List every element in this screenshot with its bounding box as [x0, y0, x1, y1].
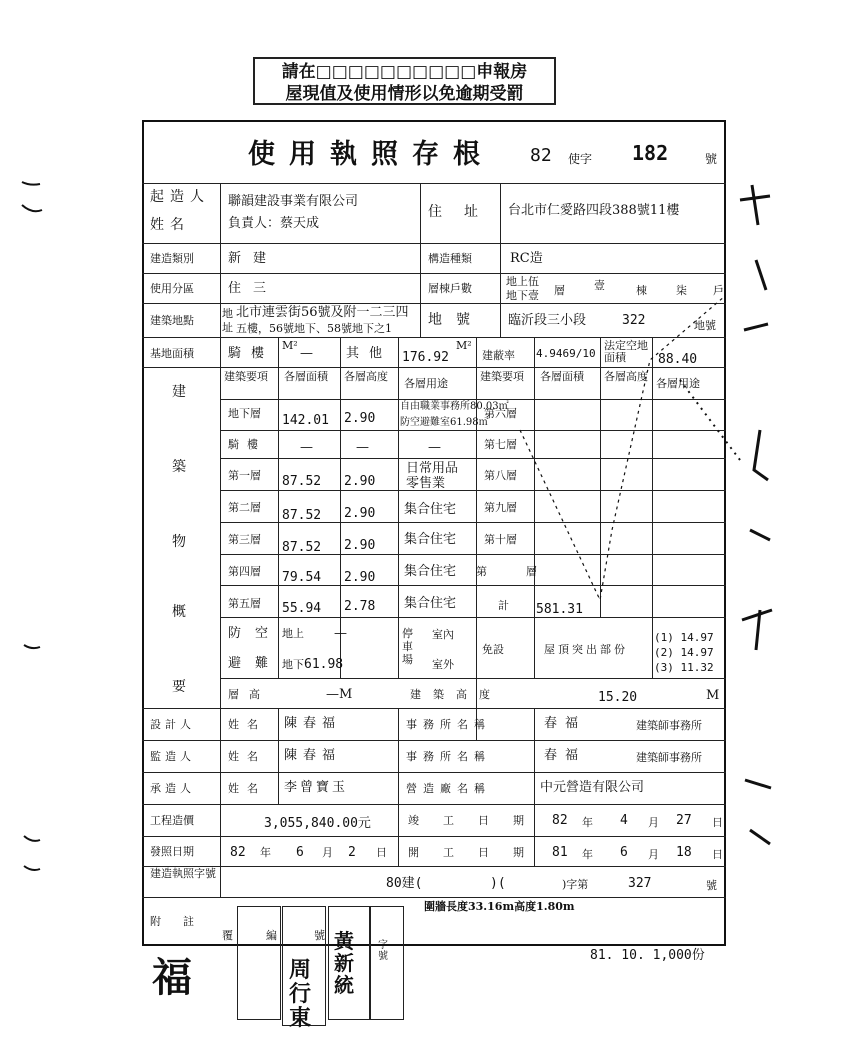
permit-label: 建造執照字號	[150, 867, 216, 880]
completion-month: 4	[620, 813, 628, 828]
row-5-height: 2.90	[344, 570, 376, 585]
completion-year-unit: 年	[582, 816, 593, 829]
overview-c4: 概	[172, 604, 186, 620]
coverage-label: 建蔽率	[482, 349, 515, 362]
arcade-label: 騎樓	[228, 346, 275, 361]
right-row-2: 第八層	[484, 469, 517, 482]
site-label: 建築地點	[150, 314, 194, 327]
zoning-value: 住三	[228, 281, 279, 296]
coverage-value: 4.9469/10	[536, 347, 596, 360]
contractor-name-label: 姓名	[228, 782, 266, 795]
designer-office-label: 事務所名稱	[406, 718, 491, 731]
permit-word: )字第	[562, 878, 589, 891]
completion-label: 竣工日期	[408, 814, 548, 827]
category-label: 建造類別	[150, 252, 194, 265]
seal-stamp: 福	[152, 954, 192, 1001]
roof-label: 屋頂突出部份	[544, 643, 628, 656]
start-year-unit: 年	[582, 848, 593, 861]
header-height: 各層高度	[344, 370, 388, 383]
shelter-above-value: —	[334, 626, 347, 641]
issue-month: 6	[296, 845, 304, 860]
completion-year: 82	[552, 813, 568, 828]
row-4-name: 第三層	[228, 533, 261, 546]
address-value: 台北市仁愛路四段388號11樓	[508, 203, 680, 218]
start-day-unit: 日	[712, 848, 723, 861]
other-label: 其他	[346, 346, 393, 361]
builder-rep: 負責人：蔡天成	[228, 216, 320, 231]
row-2-use2: 零售業	[406, 476, 446, 491]
issue-month-unit: 月	[322, 846, 333, 859]
row-6-area: 55.94	[282, 601, 322, 616]
designer-office: 春福	[544, 716, 587, 731]
site-prefix2: 址	[222, 321, 233, 334]
shelter-below: 地下	[282, 658, 304, 671]
arcade-unit: M²	[282, 339, 298, 352]
stamp-name-2: 黃新統	[334, 929, 354, 997]
row-6-name: 第五層	[228, 597, 261, 610]
cost-label: 工程造價	[150, 814, 194, 827]
header-area: 各層面積	[284, 370, 328, 383]
floor-height-value: —M	[326, 687, 353, 702]
roof-v3: (3) 11.32	[654, 661, 714, 674]
row-3-height: 2.90	[344, 506, 376, 521]
other-unit: M²	[456, 339, 472, 352]
parking-count: 免設	[482, 643, 504, 656]
row-3-name: 第二層	[228, 501, 261, 514]
row-3-area: 87.52	[282, 508, 322, 523]
category-value: 新建	[228, 251, 279, 266]
roof-v2: (2) 14.97	[654, 646, 714, 659]
row-2-height: 2.90	[344, 474, 376, 489]
row-2-use1: 日常用品	[406, 461, 459, 476]
floors-label: 層棟戶數	[428, 282, 472, 295]
right-row-3: 第九層	[484, 501, 517, 514]
permit-number: 327	[628, 876, 652, 891]
row-0-name: 地下層	[228, 407, 261, 420]
floors-unit-suffix: 戶	[713, 284, 724, 297]
overview-c5: 要	[172, 679, 186, 695]
site-line2: 五樓，56號地下、58號地下之1	[236, 322, 392, 335]
builder-name-label: 姓名	[150, 217, 190, 233]
license-number: 182	[632, 141, 669, 165]
stamp-label-2: 編	[266, 929, 277, 942]
shelter-label2: 避難	[228, 656, 283, 671]
bldg-height-value: 15.20	[598, 690, 638, 705]
overview-c1: 建	[172, 384, 186, 400]
supervisor-office-suffix: 建築師事務所	[636, 751, 702, 764]
shelter-below-value: 61.98	[304, 657, 344, 672]
designer-office-suffix: 建築師事務所	[636, 719, 702, 732]
row-0-area: 142.01	[282, 413, 329, 428]
builder-company: 聯韻建設事業有限公司	[228, 194, 359, 209]
contractor-name: 李曾寶玉	[284, 780, 349, 795]
permit-prefix: 80建(	[386, 876, 423, 891]
row-1-height: —	[356, 440, 369, 455]
header-use: 各層用途	[404, 377, 448, 390]
permit-suffix: 號	[706, 879, 717, 892]
row-2-name: 第一層	[228, 469, 261, 482]
right-row-1: 第七層	[484, 438, 517, 451]
parking-indoor: 室內	[432, 628, 454, 641]
builder-label: 起造人	[150, 189, 210, 205]
form-title: 使用執照存根	[248, 139, 494, 170]
permit-mid: )(	[490, 876, 506, 891]
row-2-area: 87.52	[282, 474, 322, 489]
supervisor-name-label: 姓名	[228, 750, 266, 763]
bldg-height-label: 建築高度	[410, 688, 502, 701]
stamp-label-1: 覆	[222, 929, 233, 942]
bldg-height-unit: M	[706, 688, 720, 703]
other-value: 176.92	[402, 350, 449, 365]
completion-day-unit: 日	[712, 816, 723, 829]
shelter-above: 地上	[282, 627, 304, 640]
contractor-label: 承造人	[150, 782, 195, 795]
header-area-right: 各層面積	[540, 370, 584, 383]
designer-name: 陳春福	[284, 716, 342, 731]
total-area: 581.31	[536, 602, 583, 617]
start-month: 6	[620, 845, 628, 860]
wall-text: 圍牆長度33.16m高度1.80m	[424, 900, 575, 913]
row-0-use1: 自由職業事務所80.03㎡	[400, 401, 509, 412]
right-row-5: 第 層	[476, 565, 551, 578]
floors-above: 地上伍	[506, 275, 539, 288]
floors-one: 壹	[594, 279, 605, 292]
issue-year-unit: 年	[260, 846, 271, 859]
start-label: 開工日期	[408, 846, 548, 859]
right-row-4: 第十層	[484, 533, 517, 546]
notice-line2: 屋現值及使用情形以免逾期受罰	[285, 84, 524, 104]
site-line1: 北市連雲街56號及附一二三四	[236, 305, 409, 320]
overview-c3: 物	[172, 534, 186, 550]
stamp-label-4: 字號	[378, 940, 388, 962]
row-4-use1: 集合住宅	[404, 532, 457, 547]
completion-month-unit: 月	[648, 816, 659, 829]
license-word: 使字	[568, 152, 593, 166]
designer-name-label: 姓名	[228, 718, 266, 731]
supervisor-name: 陳春福	[284, 748, 342, 763]
supervisor-office-label: 事務所名稱	[406, 750, 491, 763]
row-0-height: 2.90	[344, 411, 376, 426]
header-item: 建築要項	[224, 370, 268, 383]
designer-label: 設計人	[150, 718, 195, 731]
header-height-right: 各層高度	[604, 370, 648, 383]
row-5-area: 79.54	[282, 570, 322, 585]
lot-label: 地號	[428, 312, 484, 328]
print-note: 81. 10. 1,000份	[590, 948, 705, 963]
floor-height-label: 層高	[228, 688, 270, 701]
right-row-total: 計	[498, 599, 509, 612]
stamp-name-1: 周行東	[289, 957, 312, 1031]
issue-label: 發照日期	[150, 845, 194, 858]
row-4-height: 2.90	[344, 538, 376, 553]
zoning-label: 使用分區	[150, 282, 194, 295]
supervisor-label: 監造人	[150, 750, 195, 763]
site-prefix1: 地	[222, 307, 233, 320]
roof-v1: (1) 14.97	[654, 631, 714, 644]
structure-value: RC造	[510, 251, 543, 266]
arcade-value: —	[300, 346, 313, 361]
stamp-label-3: 號	[314, 929, 325, 942]
contractor-firm: 中元營造有限公司	[540, 780, 645, 795]
header-item-right: 建築要項	[480, 370, 524, 383]
parking-label: 停車場	[402, 627, 413, 666]
start-year: 81	[552, 845, 568, 860]
row-6-height: 2.78	[344, 599, 376, 614]
open-value: 88.40	[658, 352, 698, 367]
structure-label: 構造種類	[428, 252, 472, 265]
header-use-right: 各層用途	[656, 377, 700, 390]
open-label: 法定空地面積	[604, 339, 648, 364]
floors-layer: 層	[554, 284, 565, 297]
contractor-firm-label: 營造廠名稱	[406, 782, 491, 795]
lot-number: 322	[622, 313, 646, 328]
row-5-name: 第四層	[228, 565, 261, 578]
parking-outdoor: 室外	[432, 658, 454, 671]
lot-suffix: 地號	[694, 319, 716, 332]
lot-value: 臨沂段三小段	[508, 313, 587, 328]
floors-below: 地下壹	[506, 289, 539, 302]
notice-line1: 請在□□□□□□□□□□申報房	[281, 62, 528, 82]
row-5-use1: 集合住宅	[404, 564, 457, 579]
floors-units: 柒	[676, 284, 687, 297]
row-3-use1: 集合住宅	[404, 502, 457, 517]
license-year: 82	[530, 145, 552, 166]
license-suffix: 號	[705, 152, 718, 166]
cost-value: 3,055,840.00元	[264, 816, 371, 831]
row-0-use2: 防空避難室61.98㎡	[400, 417, 489, 428]
shelter-label1: 防空	[228, 626, 283, 641]
remarks-label: 附註	[150, 915, 216, 928]
row-1-area: —	[300, 440, 313, 455]
issue-day: 2	[348, 845, 356, 860]
address-label: 住址	[428, 204, 500, 220]
issue-day-unit: 日	[376, 846, 387, 859]
row-1-name: 騎樓	[228, 438, 266, 451]
supervisor-office: 春福	[544, 748, 587, 763]
base-area-label: 基地面積	[150, 347, 194, 360]
start-month-unit: 月	[648, 848, 659, 861]
floors-building: 棟	[636, 284, 647, 297]
issue-year: 82	[230, 845, 246, 860]
right-row-0: 第六層	[484, 407, 517, 420]
row-6-use1: 集合住宅	[404, 596, 457, 611]
completion-day: 27	[676, 813, 692, 828]
row-1-use1: —	[428, 440, 441, 455]
overview-c2: 築	[172, 459, 186, 475]
start-day: 18	[676, 845, 692, 860]
row-4-area: 87.52	[282, 540, 322, 555]
